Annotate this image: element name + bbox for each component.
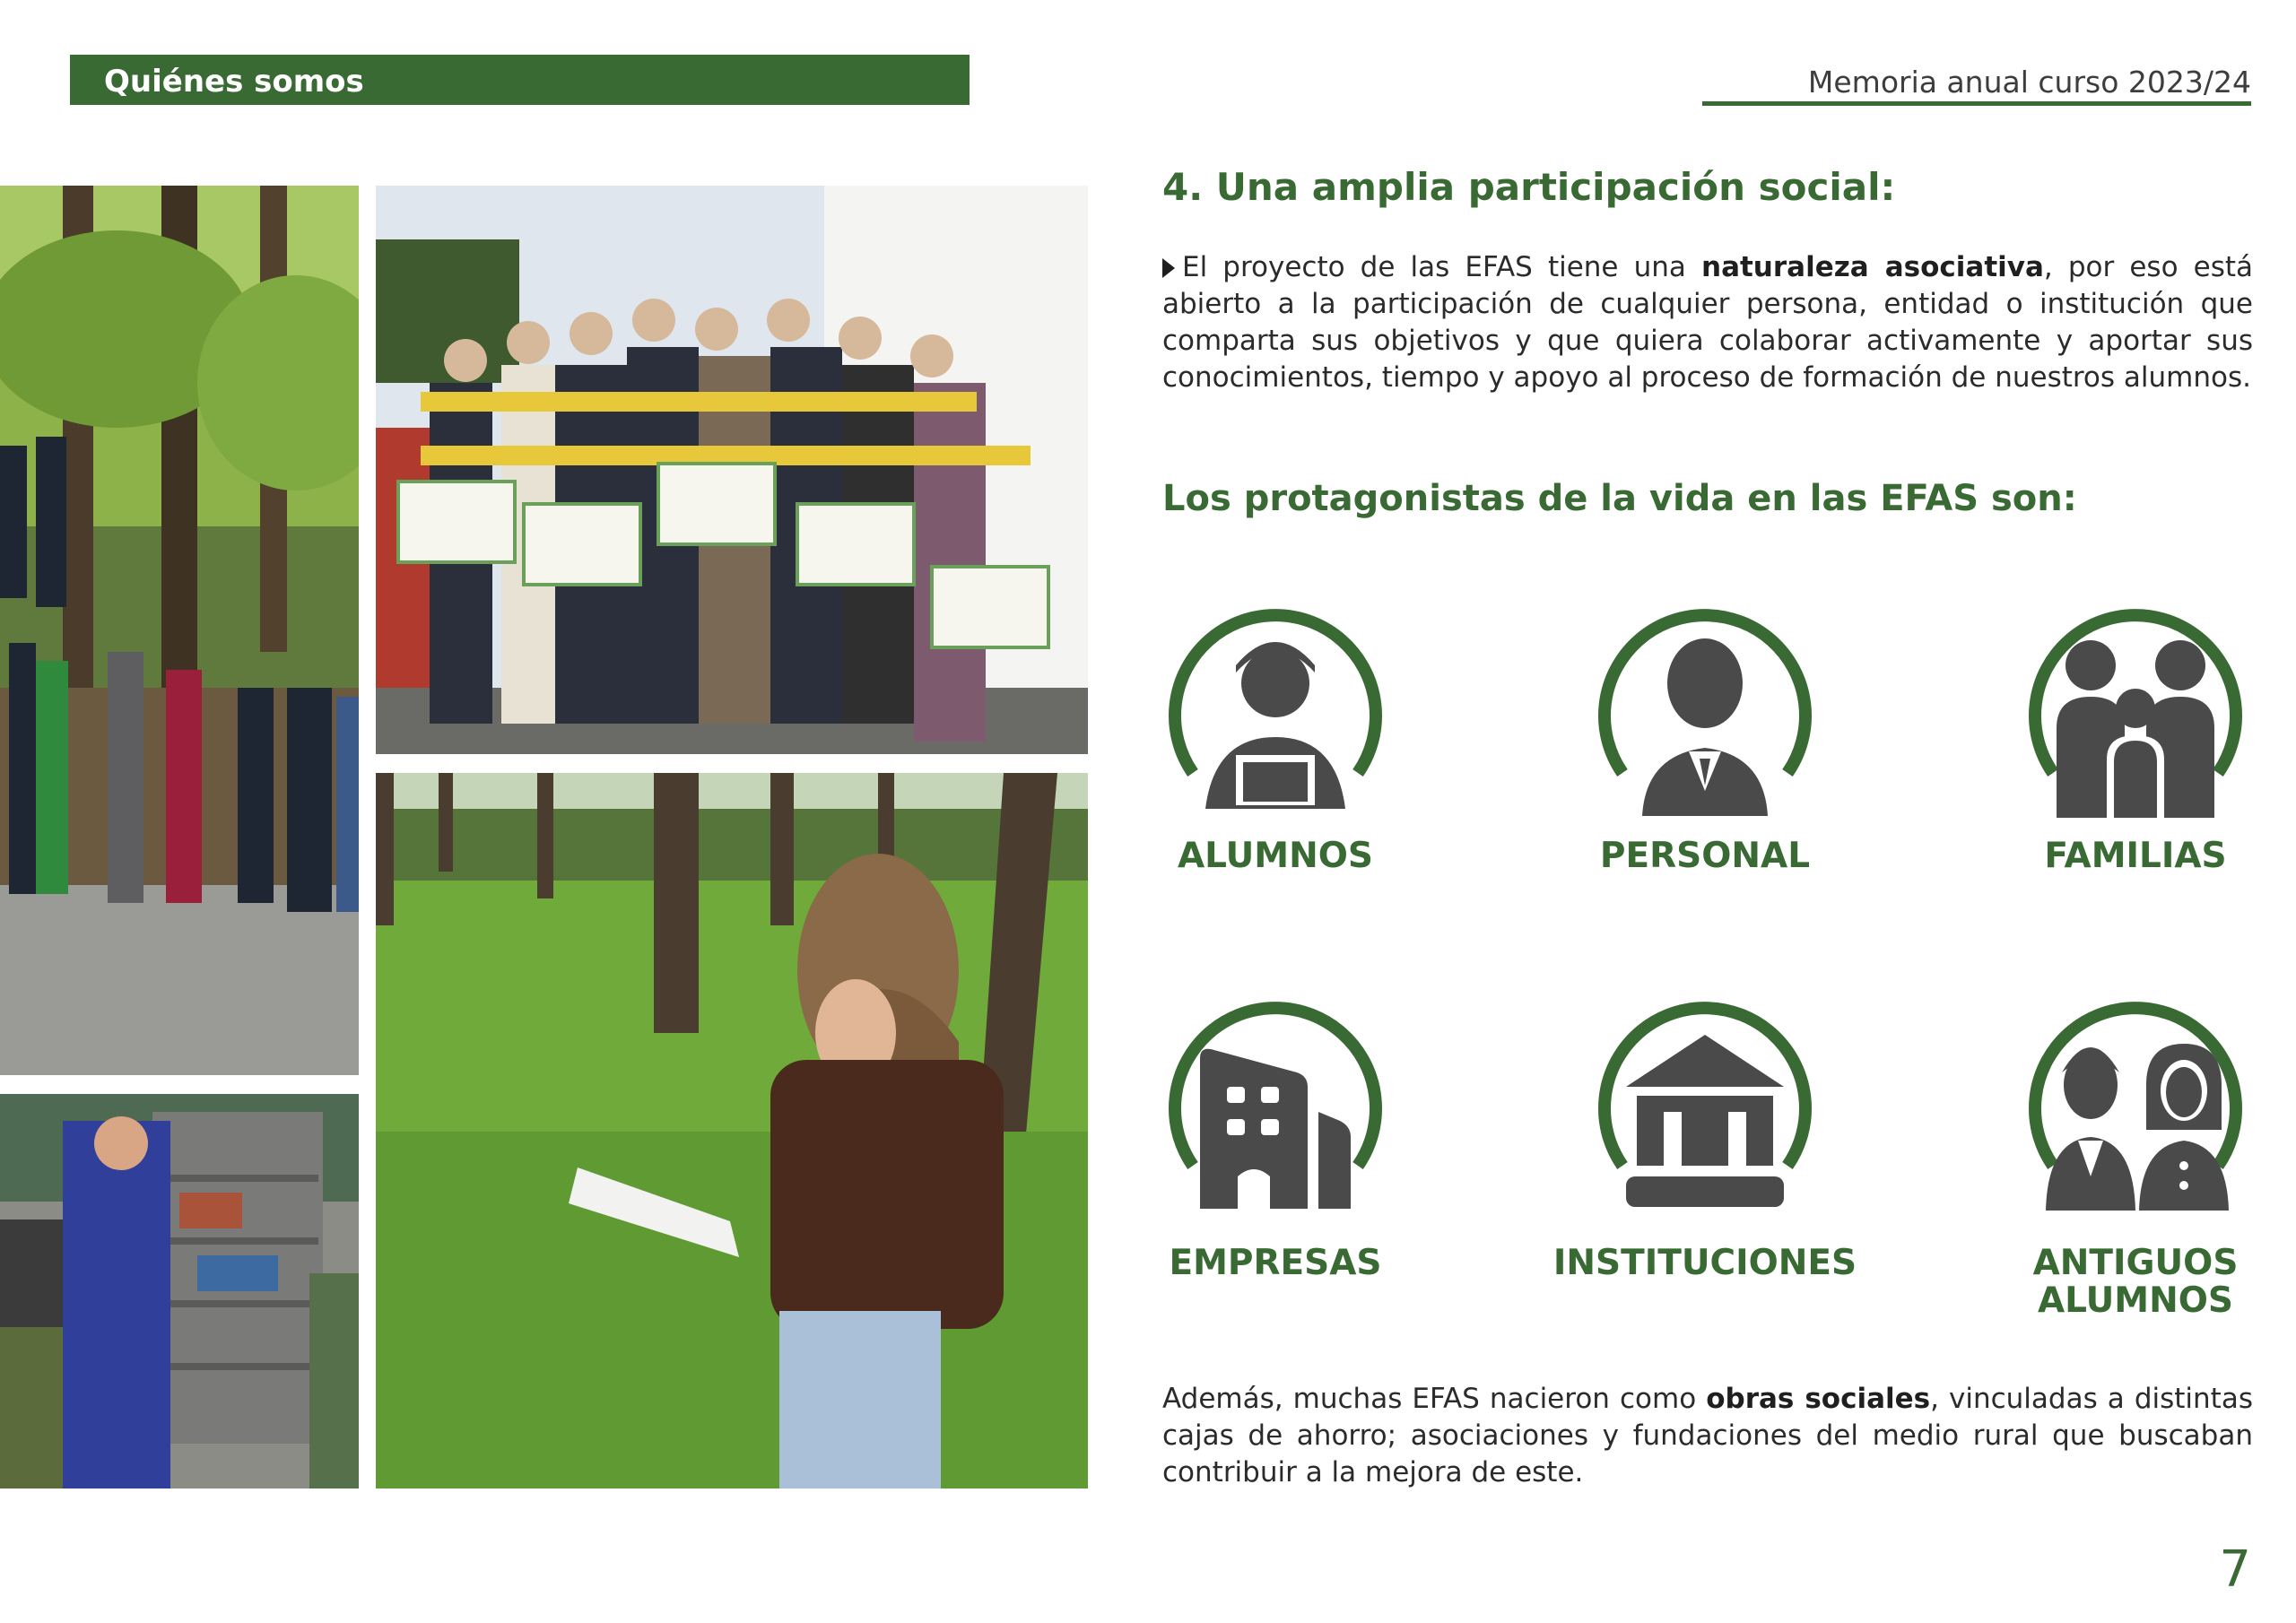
closing-paragraph: Además, muchas EFAS nacieron como obras sociales, vinculadas a distintas cajas de ahorro; asociaciones y fundaciones del medio rural que buscaban contribuir a la mejora de este. bbox=[1162, 1383, 2253, 1488]
field-work-photo bbox=[376, 773, 1088, 1488]
publication-title: Memoria anual curso 2023/24 bbox=[1807, 65, 2251, 100]
bullet-triangle-icon bbox=[1162, 258, 1175, 278]
student-laptop-icon bbox=[1161, 594, 1390, 823]
section-heading: 4. Una amplia participación social: bbox=[1162, 165, 1896, 209]
section-header-bar bbox=[70, 55, 970, 105]
page-number: 7 bbox=[2219, 1541, 2251, 1599]
graduation-photo bbox=[376, 186, 1088, 754]
alumni-couple-icon bbox=[2021, 986, 2250, 1216]
publication-underline bbox=[1702, 101, 2251, 106]
institution-icon bbox=[1590, 986, 1820, 1216]
emphasis-naturaleza-asociativa: naturaleza asociativa bbox=[1701, 251, 2044, 283]
intro-paragraph: El proyecto de las EFAS tiene una naturaleza asociativa, por eso está abierto a la participación de cualquier persona, entidad o institución que comparta sus objetivos y que quiera colaborar activamente y aportar sus conocimientos, tiempo y apoyo al proceso de formación de nuestros alumnos. bbox=[1162, 251, 2254, 394]
family-icon bbox=[2021, 594, 2250, 823]
workshop-photo bbox=[0, 1094, 359, 1488]
label-personal: PERSONAL bbox=[1599, 836, 1811, 876]
label-familias: FAMILIAS bbox=[2044, 836, 2227, 876]
building-icon bbox=[1161, 986, 1390, 1216]
protagonists-heading: Los protagonistas de la vida en las EFAS son: bbox=[1162, 478, 2077, 519]
forest-group-photo bbox=[0, 186, 359, 1075]
staff-person-icon bbox=[1590, 594, 1820, 823]
label-empresas: EMPRESAS bbox=[1169, 1243, 1382, 1283]
label-alumnos: ALUMNOS bbox=[1177, 836, 1373, 876]
section-title: Quiénes somos bbox=[104, 64, 364, 100]
emphasis-obras-sociales: obras sociales bbox=[1706, 1383, 1931, 1415]
label-antiguos-alumnos: ANTIGUOS ALUMNOS bbox=[2032, 1243, 2239, 1321]
label-instituciones: INSTITUCIONES bbox=[1552, 1243, 1857, 1283]
